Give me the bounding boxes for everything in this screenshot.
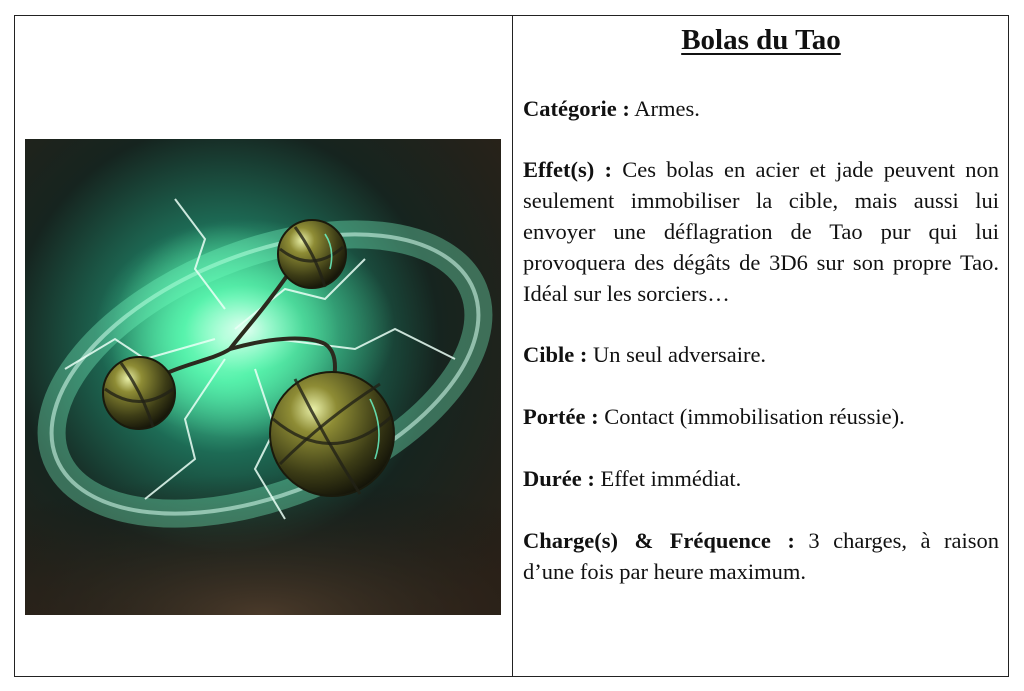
field-cible: [523, 339, 999, 370]
field-categorie-value: Armes.: [629, 96, 700, 121]
field-duree: [523, 463, 999, 494]
field-portee-label: Portée :: [523, 404, 599, 429]
item-card: [14, 15, 1009, 677]
field-duree-label: Durée :: [523, 466, 595, 491]
field-categorie-label: Catégorie :: [523, 96, 630, 121]
field-charges-label: Charge(s) & Fréquence :: [523, 528, 795, 553]
field-charges-value: 3 charges, à raison d’une fois par heure maximum.: [523, 528, 999, 584]
field-charges: [523, 525, 999, 587]
description-cell: [513, 16, 1008, 676]
field-duree-value: Effet immédiat.: [594, 466, 742, 491]
field-portee-value: Contact (immobilisation réussie).: [598, 404, 905, 429]
field-portee: [523, 401, 999, 432]
item-title: Bolas du Tao: [681, 24, 841, 56]
field-categorie: [523, 93, 999, 124]
field-cible-label: Cible :: [523, 342, 588, 367]
field-effets-value: Ces bolas en acier et jade peuvent non seulement immobiliser la cible, mais aussi lui envoyer une déflagration de Tao pur qui lui provoquera des dégâts de 3D6 sur son propre Tao. Idéal sur les sorciers…: [523, 157, 999, 306]
field-effets-label: Effet(s) :: [523, 157, 612, 182]
field-cible-value: Un seul adversaire.: [587, 342, 767, 367]
image-cell: [15, 16, 513, 676]
bolas-artwork: [25, 139, 501, 615]
field-effets: [523, 154, 999, 309]
